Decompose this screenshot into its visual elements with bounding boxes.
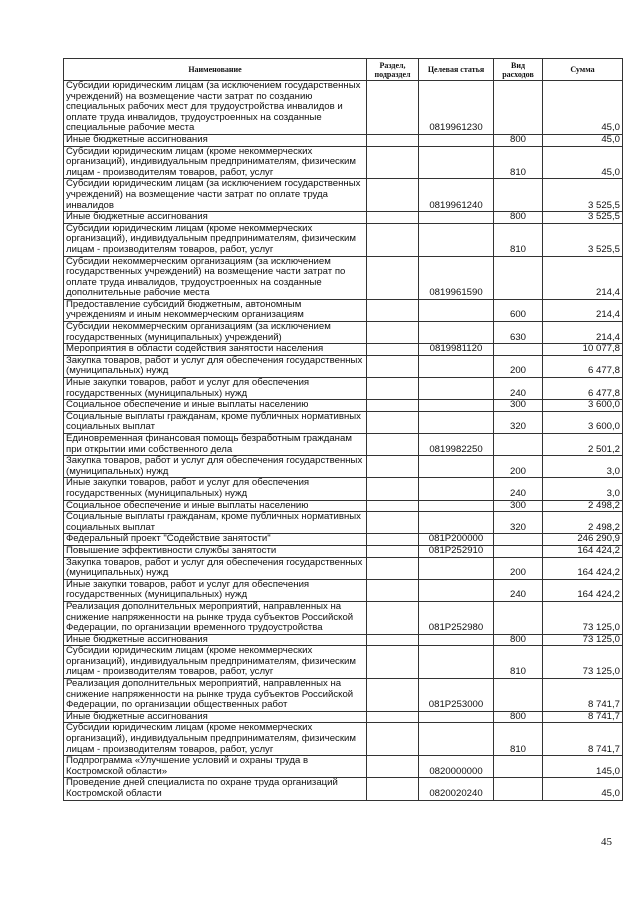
cell-section	[367, 534, 419, 546]
table-row	[64, 355, 623, 377]
table-row	[64, 512, 623, 534]
page-number: 45	[601, 836, 612, 848]
cell-name: Мероприятия в области содействия занятости населения	[64, 344, 367, 356]
cell-target: 0819961590	[419, 256, 494, 299]
table-row	[64, 679, 623, 712]
cell-sum: 2 498,2	[543, 512, 623, 534]
cell-sum: 6 477,8	[543, 378, 623, 400]
cell-section	[367, 557, 419, 579]
cell-sum: 3,0	[543, 478, 623, 500]
cell-section	[367, 679, 419, 712]
table-row	[64, 534, 623, 546]
cell-name: Проведение дней специалиста по охране труда организаций Костромской области	[64, 778, 367, 800]
cell-name: Иные бюджетные ассигнования	[64, 711, 367, 723]
cell-section	[367, 601, 419, 634]
table-row	[64, 756, 623, 778]
cell-kind	[494, 545, 543, 557]
table-row	[64, 146, 623, 179]
budget-table	[63, 58, 623, 801]
cell-target	[419, 223, 494, 256]
table-row	[64, 545, 623, 557]
cell-section	[367, 756, 419, 778]
cell-target	[419, 378, 494, 400]
cell-section	[367, 778, 419, 800]
cell-kind: 240	[494, 378, 543, 400]
cell-name: Субсидии юридическим лицам (за исключением государственных учреждений) на возмещение части затрат по созданию специальных рабочих мест для трудоустройства инвалидов и оплате труда инвалидов, трудоустроенных на созданные специальные рабочие места	[64, 81, 367, 135]
cell-kind	[494, 179, 543, 212]
cell-section	[367, 723, 419, 756]
cell-section	[367, 212, 419, 224]
cell-kind: 300	[494, 500, 543, 512]
cell-kind	[494, 81, 543, 135]
table-row	[64, 601, 623, 634]
cell-section	[367, 456, 419, 478]
cell-kind: 200	[494, 557, 543, 579]
cell-kind	[494, 434, 543, 456]
cell-name: Субсидии юридическим лицам (кроме некоммерческих организаций), индивидуальным предпринимателям, физическим лицам - производителям товаров, работ, услуг	[64, 146, 367, 179]
cell-kind: 800	[494, 711, 543, 723]
cell-target: 0819982250	[419, 434, 494, 456]
table-row	[64, 778, 623, 800]
cell-sum: 45,0	[543, 81, 623, 135]
table-row	[64, 212, 623, 224]
cell-sum: 8 741,7	[543, 711, 623, 723]
cell-sum: 45,0	[543, 778, 623, 800]
cell-section	[367, 434, 419, 456]
cell-name: Социальное обеспечение и иные выплаты населению	[64, 500, 367, 512]
cell-kind	[494, 256, 543, 299]
cell-name: Субсидии некоммерческим организациям (за исключением государственных (муниципальных) учреждений)	[64, 322, 367, 344]
cell-target: 0820000000	[419, 756, 494, 778]
cell-target	[419, 400, 494, 412]
cell-sum: 2 498,2	[543, 500, 623, 512]
table-row	[64, 557, 623, 579]
table-header-row	[64, 59, 623, 81]
cell-name: Субсидии юридическим лицам (кроме некоммерческих организаций), индивидуальным предпринимателям, физическим лицам - производителям товаров, работ, услуг	[64, 723, 367, 756]
cell-sum: 164 424,2	[543, 557, 623, 579]
cell-section	[367, 134, 419, 146]
cell-target	[419, 322, 494, 344]
cell-target	[419, 456, 494, 478]
header-target: Целевая статья	[419, 59, 494, 81]
cell-section	[367, 322, 419, 344]
cell-name: Закупка товаров, работ и услуг для обеспечения государственных (муниципальных) нужд	[64, 355, 367, 377]
cell-target: 0819981120	[419, 344, 494, 356]
header-kind: Вид расходов	[494, 59, 543, 81]
table-body	[64, 81, 623, 801]
cell-sum: 45,0	[543, 134, 623, 146]
cell-section	[367, 81, 419, 135]
cell-kind: 320	[494, 411, 543, 433]
cell-name: Иные закупки товаров, работ и услуг для обеспечения государственных (муниципальных) нужд	[64, 579, 367, 601]
cell-section	[367, 223, 419, 256]
cell-section	[367, 634, 419, 646]
table-row	[64, 478, 623, 500]
cell-target: 0819961240	[419, 179, 494, 212]
cell-kind	[494, 534, 543, 546]
cell-kind	[494, 756, 543, 778]
table-row	[64, 223, 623, 256]
cell-section	[367, 500, 419, 512]
cell-kind: 810	[494, 646, 543, 679]
cell-kind: 200	[494, 456, 543, 478]
cell-kind	[494, 601, 543, 634]
cell-name: Федеральный проект "Содействие занятости"	[64, 534, 367, 546]
cell-name: Субсидии юридическим лицам (кроме некоммерческих организаций), индивидуальным предпринимателям, физическим лицам - производителям товаров, работ, услуг	[64, 646, 367, 679]
cell-sum: 73 125,0	[543, 634, 623, 646]
cell-sum: 164 424,2	[543, 579, 623, 601]
cell-sum: 6 477,8	[543, 355, 623, 377]
cell-sum: 3 525,5	[543, 223, 623, 256]
table-row	[64, 344, 623, 356]
cell-sum: 73 125,0	[543, 646, 623, 679]
cell-name: Социальные выплаты гражданам, кроме публичных нормативных социальных выплат	[64, 512, 367, 534]
table-row	[64, 500, 623, 512]
cell-section	[367, 146, 419, 179]
cell-section	[367, 256, 419, 299]
cell-name: Субсидии юридическим лицам (кроме некоммерческих организаций), индивидуальным предпринимателям, физическим лицам - производителям товаров, работ, услуг	[64, 223, 367, 256]
table-row	[64, 711, 623, 723]
cell-sum: 3,0	[543, 456, 623, 478]
cell-target	[419, 723, 494, 756]
cell-kind: 800	[494, 212, 543, 224]
cell-name: Социальные выплаты гражданам, кроме публичных нормативных социальных выплат	[64, 411, 367, 433]
cell-name: Реализация дополнительных мероприятий, направленных на снижение напряженности на рынке труда субъектов Российской Федерации, по организации общественных работ	[64, 679, 367, 712]
cell-kind: 240	[494, 579, 543, 601]
cell-name: Реализация дополнительных мероприятий, направленных на снижение напряженности на рынке труда субъектов Российской Федерации, по организации временного трудоустройства	[64, 601, 367, 634]
cell-sum: 3 600,0	[543, 411, 623, 433]
cell-sum: 8 741,7	[543, 723, 623, 756]
cell-kind: 630	[494, 322, 543, 344]
table-row	[64, 134, 623, 146]
table-row	[64, 456, 623, 478]
cell-target	[419, 711, 494, 723]
table-row	[64, 646, 623, 679]
cell-section	[367, 179, 419, 212]
cell-name: Подпрограмма «Улучшение условий и охраны труда в Костромской области»	[64, 756, 367, 778]
cell-sum: 246 290,9	[543, 534, 623, 546]
cell-kind: 810	[494, 723, 543, 756]
cell-kind: 300	[494, 400, 543, 412]
cell-kind: 600	[494, 299, 543, 321]
cell-target	[419, 355, 494, 377]
cell-sum: 10 077,8	[543, 344, 623, 356]
header-sum: Сумма	[543, 59, 623, 81]
cell-section	[367, 646, 419, 679]
cell-sum: 3 525,5	[543, 212, 623, 224]
cell-target	[419, 299, 494, 321]
cell-name: Иные бюджетные ассигнования	[64, 212, 367, 224]
cell-target	[419, 411, 494, 433]
cell-name: Иные бюджетные ассигнования	[64, 634, 367, 646]
cell-section	[367, 545, 419, 557]
cell-kind: 800	[494, 634, 543, 646]
cell-sum: 164 424,2	[543, 545, 623, 557]
cell-target	[419, 478, 494, 500]
cell-target: 0820020240	[419, 778, 494, 800]
cell-target: 081P252910	[419, 545, 494, 557]
cell-section	[367, 400, 419, 412]
table-row	[64, 256, 623, 299]
cell-section	[367, 378, 419, 400]
cell-target	[419, 557, 494, 579]
cell-section	[367, 344, 419, 356]
cell-section	[367, 478, 419, 500]
cell-name: Иные закупки товаров, работ и услуг для обеспечения государственных (муниципальных) нужд	[64, 478, 367, 500]
cell-name: Иные закупки товаров, работ и услуг для обеспечения государственных (муниципальных) нужд	[64, 378, 367, 400]
cell-name: Иные бюджетные ассигнования	[64, 134, 367, 146]
cell-kind	[494, 344, 543, 356]
cell-target	[419, 634, 494, 646]
cell-kind: 240	[494, 478, 543, 500]
cell-name: Субсидии некоммерческим организациям (за исключением государственных учреждений) на возмещение части затрат по оплате труда инвалидов, трудоустроенных на созданные дополнительные рабочие места	[64, 256, 367, 299]
cell-target	[419, 512, 494, 534]
cell-sum: 73 125,0	[543, 601, 623, 634]
cell-section	[367, 711, 419, 723]
cell-kind: 810	[494, 146, 543, 179]
cell-target: 081P253000	[419, 679, 494, 712]
cell-sum: 2 501,2	[543, 434, 623, 456]
cell-sum: 8 741,7	[543, 679, 623, 712]
cell-name: Социальное обеспечение и иные выплаты населению	[64, 400, 367, 412]
table-row	[64, 400, 623, 412]
cell-name: Субсидии юридическим лицам (за исключением государственных учреждений) на возмещение части затрат по оплате труда инвалидов	[64, 179, 367, 212]
cell-section	[367, 579, 419, 601]
cell-section	[367, 355, 419, 377]
table-row	[64, 299, 623, 321]
cell-kind	[494, 778, 543, 800]
cell-kind: 800	[494, 134, 543, 146]
table-row	[64, 81, 623, 135]
cell-kind: 200	[494, 355, 543, 377]
table-row	[64, 322, 623, 344]
cell-sum: 45,0	[543, 146, 623, 179]
table-row	[64, 411, 623, 433]
cell-name: Закупка товаров, работ и услуг для обеспечения государственных (муниципальных) нужд	[64, 456, 367, 478]
table-row	[64, 579, 623, 601]
cell-sum: 214,4	[543, 256, 623, 299]
cell-target	[419, 146, 494, 179]
cell-target	[419, 212, 494, 224]
table-row	[64, 723, 623, 756]
cell-target	[419, 134, 494, 146]
header-section: Раздел, подраздел	[367, 59, 419, 81]
cell-target	[419, 579, 494, 601]
cell-kind	[494, 679, 543, 712]
cell-target: 081P252980	[419, 601, 494, 634]
cell-kind: 320	[494, 512, 543, 534]
cell-name: Единовременная финансовая помощь безработным гражданам при открытии ими собственного дела	[64, 434, 367, 456]
cell-target	[419, 500, 494, 512]
cell-sum: 214,4	[543, 299, 623, 321]
table-row	[64, 179, 623, 212]
table-row	[64, 634, 623, 646]
table-row	[64, 378, 623, 400]
cell-section	[367, 411, 419, 433]
cell-target	[419, 646, 494, 679]
cell-kind: 810	[494, 223, 543, 256]
cell-sum: 3 525,5	[543, 179, 623, 212]
cell-target: 0819961230	[419, 81, 494, 135]
cell-target: 081P200000	[419, 534, 494, 546]
cell-sum: 214,4	[543, 322, 623, 344]
header-name: Наименование	[64, 59, 367, 81]
cell-sum: 145,0	[543, 756, 623, 778]
cell-name: Предоставление субсидий бюджетным, автономным учреждениям и иным некоммерческим организациям	[64, 299, 367, 321]
table-row	[64, 434, 623, 456]
cell-section	[367, 512, 419, 534]
cell-sum: 3 600,0	[543, 400, 623, 412]
cell-section	[367, 299, 419, 321]
cell-name: Закупка товаров, работ и услуг для обеспечения государственных (муниципальных) нужд	[64, 557, 367, 579]
cell-name: Повышение эффективности службы занятости	[64, 545, 367, 557]
